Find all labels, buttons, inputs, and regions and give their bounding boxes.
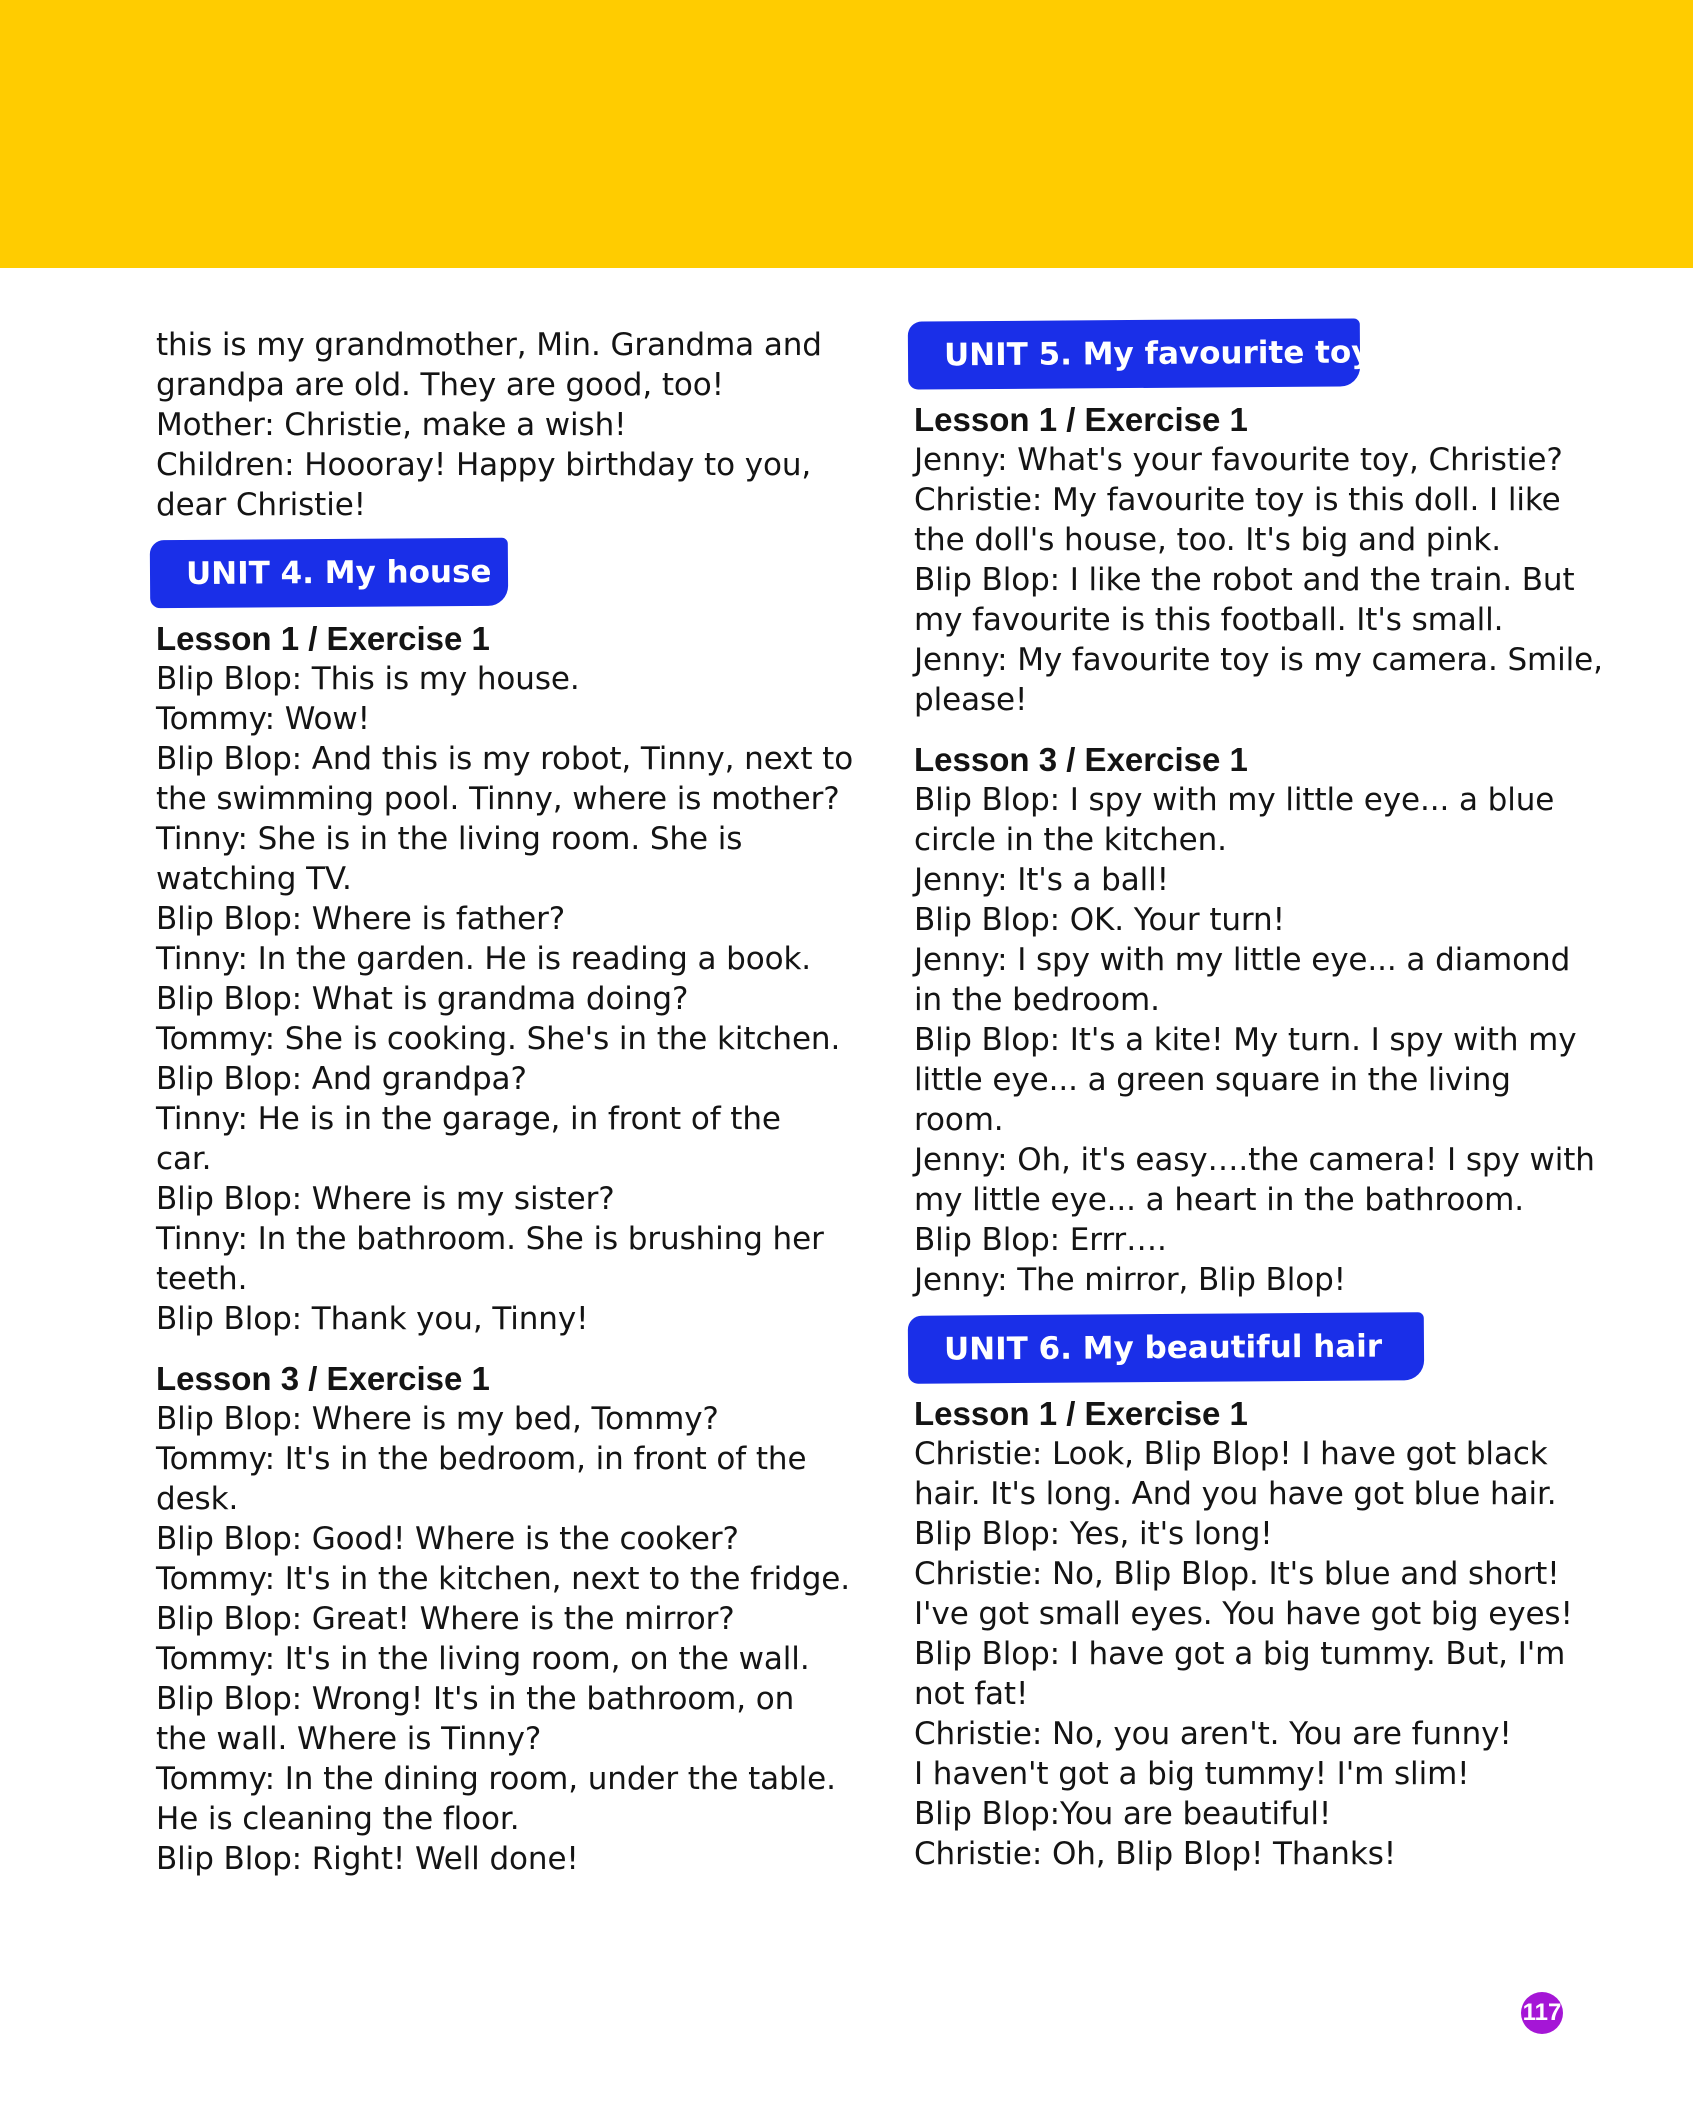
text-line: the doll's house, too. It's big and pink. — [914, 522, 1502, 558]
intro-text — [156, 325, 822, 525]
text-line: my favourite is this football. It's small. — [914, 602, 1504, 638]
right-column — [914, 320, 1603, 1874]
text-line: Jenny: I spy with my little eye... a diamond — [914, 942, 1571, 978]
text-line: He is cleaning the floor. — [156, 1801, 520, 1837]
text-line: Blip Blop: And grandpa? — [156, 1061, 527, 1097]
text-line: this is my grandmother, Min. Grandma and — [156, 327, 822, 363]
left-column — [156, 325, 854, 1879]
text-line: not fat! — [914, 1676, 1029, 1712]
text-line: hair. It's long. And you have got blue hair. — [914, 1476, 1557, 1512]
text-line: Tommy: It's in the bedroom, in front of the — [156, 1441, 807, 1477]
text-line: Blip Blop: Yes, it's long! — [914, 1516, 1273, 1552]
text-line: circle in the kitchen. — [914, 822, 1227, 858]
text-line: my little eye... a heart in the bathroom. — [914, 1182, 1524, 1218]
text-line: Blip Blop: Right! Well done! — [156, 1841, 579, 1877]
text-line: the wall. Where is Tinny? — [156, 1721, 542, 1757]
text-line: Blip Blop: OK. Your turn! — [914, 902, 1285, 938]
unit5-lesson3 — [914, 740, 1595, 1300]
text-line: Christie: No, Blip Blop. It's blue and short! — [914, 1556, 1560, 1592]
text-line: Blip Blop: Errr…. — [914, 1222, 1167, 1258]
text-line: Tinny: He is in the garage, in front of the — [156, 1101, 781, 1137]
text-line: Jenny: What's your favourite toy, Christie? — [914, 442, 1563, 478]
text-line: Tommy: Wow! — [156, 701, 370, 737]
text-line: Blip Blop: Where is my bed, Tommy? — [156, 1401, 719, 1437]
lesson-title: Lesson 3 / Exercise 1 — [914, 741, 1248, 778]
text-line: I haven't got a big tummy! I'm slim! — [914, 1756, 1470, 1792]
text-line: Tommy: It's in the living room, on the wall. — [156, 1641, 810, 1677]
text-line: Jenny: My favourite toy is my camera. Smile, — [914, 642, 1603, 678]
text-line: Jenny: The mirror, Blip Blop! — [914, 1262, 1346, 1298]
text-line: Blip Blop: I have got a big tummy. But, I'm — [914, 1636, 1566, 1672]
page-number-badge: 117 — [1521, 1992, 1563, 2034]
text-line: Blip Blop: This is my house. — [156, 661, 580, 697]
unit4-lesson3 — [156, 1359, 851, 1879]
unit-5-banner: UNIT 5. My favourite toy — [908, 318, 1360, 389]
text-line: Jenny: It's a ball! — [914, 862, 1170, 898]
text-line: Christie: Look, Blip Blop! I have got black — [914, 1436, 1548, 1472]
text-line: room. — [914, 1102, 1004, 1138]
lesson-title: Lesson 3 / Exercise 1 — [156, 1360, 490, 1397]
text-line: the swimming pool. Tinny, where is mother? — [156, 781, 840, 817]
text-line: Blip Blop: And this is my robot, Tinny, next to — [156, 741, 854, 777]
text-line: Blip Blop:You are beautiful! — [914, 1796, 1332, 1832]
unit-4-banner: UNIT 4. My house — [150, 538, 508, 608]
text-line: Blip Blop: I spy with my little eye... a blue — [914, 782, 1555, 818]
text-line: please! — [914, 682, 1028, 718]
text-line: Tinny: In the bathroom. She is brushing her — [156, 1221, 824, 1257]
lesson-title: Lesson 1 / Exercise 1 — [914, 401, 1248, 438]
text-line: I've got small eyes. You have got big eyes! — [914, 1596, 1573, 1632]
text-line: dear Christie! — [156, 487, 367, 523]
text-line: in the bedroom. — [914, 982, 1160, 1018]
text-line: Mother: Christie, make a wish! — [156, 407, 627, 443]
text-line: Tommy: It's in the kitchen, next to the fridge. — [156, 1561, 851, 1597]
text-line: Blip Blop: Wrong! It's in the bathroom, on — [156, 1681, 795, 1717]
text-line: Blip Blop: Good! Where is the cooker? — [156, 1521, 739, 1557]
text-line: Blip Blop: What is grandma doing? — [156, 981, 689, 1017]
text-line: Christie: My favourite toy is this doll. I like — [914, 482, 1561, 518]
text-line: Christie: Oh, Blip Blop! Thanks! — [914, 1836, 1397, 1872]
unit6-lesson1 — [914, 1394, 1574, 1874]
unit5-lesson1 — [914, 400, 1603, 720]
text-line: Tommy: In the dining room, under the table. — [156, 1761, 836, 1797]
text-line: Blip Blop: Where is my sister? — [156, 1181, 615, 1217]
top-color-band — [0, 0, 1693, 268]
text-line: Children: Hoooray! Happy birthday to you, — [156, 447, 812, 483]
text-line: Tommy: She is cooking. She's in the kitchen. — [156, 1021, 841, 1057]
text-line: car. — [156, 1141, 212, 1177]
text-line: Blip Blop: It's a kite! My turn. I spy with my — [914, 1022, 1577, 1058]
text-line: Blip Blop: Thank you, Tinny! — [156, 1301, 589, 1337]
text-line: grandpa are old. They are good, too! — [156, 367, 724, 403]
text-line: Christie: No, you aren't. You are funny! — [914, 1716, 1512, 1752]
text-line: watching TV. — [156, 861, 352, 897]
text-line: Blip Blop: Where is father? — [156, 901, 566, 937]
text-line: Tinny: She is in the living room. She is — [156, 821, 743, 857]
text-line: little eye... a green square in the living — [914, 1062, 1511, 1098]
text-line: teeth. — [156, 1261, 248, 1297]
lesson-title: Lesson 1 / Exercise 1 — [156, 620, 490, 657]
text-line: desk. — [156, 1481, 239, 1517]
text-line: Tinny: In the garden. He is reading a book. — [156, 941, 812, 977]
unit4-lesson1 — [156, 619, 854, 1339]
text-line: Jenny: Oh, it's easy….the camera! I spy with — [914, 1142, 1595, 1178]
text-line: Blip Blop: Great! Where is the mirror? — [156, 1601, 735, 1637]
lesson-title: Lesson 1 / Exercise 1 — [914, 1395, 1248, 1432]
unit-6-banner: UNIT 6. My beautiful hair — [908, 1312, 1424, 1384]
text-line: Blip Blop: I like the robot and the train. But — [914, 562, 1575, 598]
